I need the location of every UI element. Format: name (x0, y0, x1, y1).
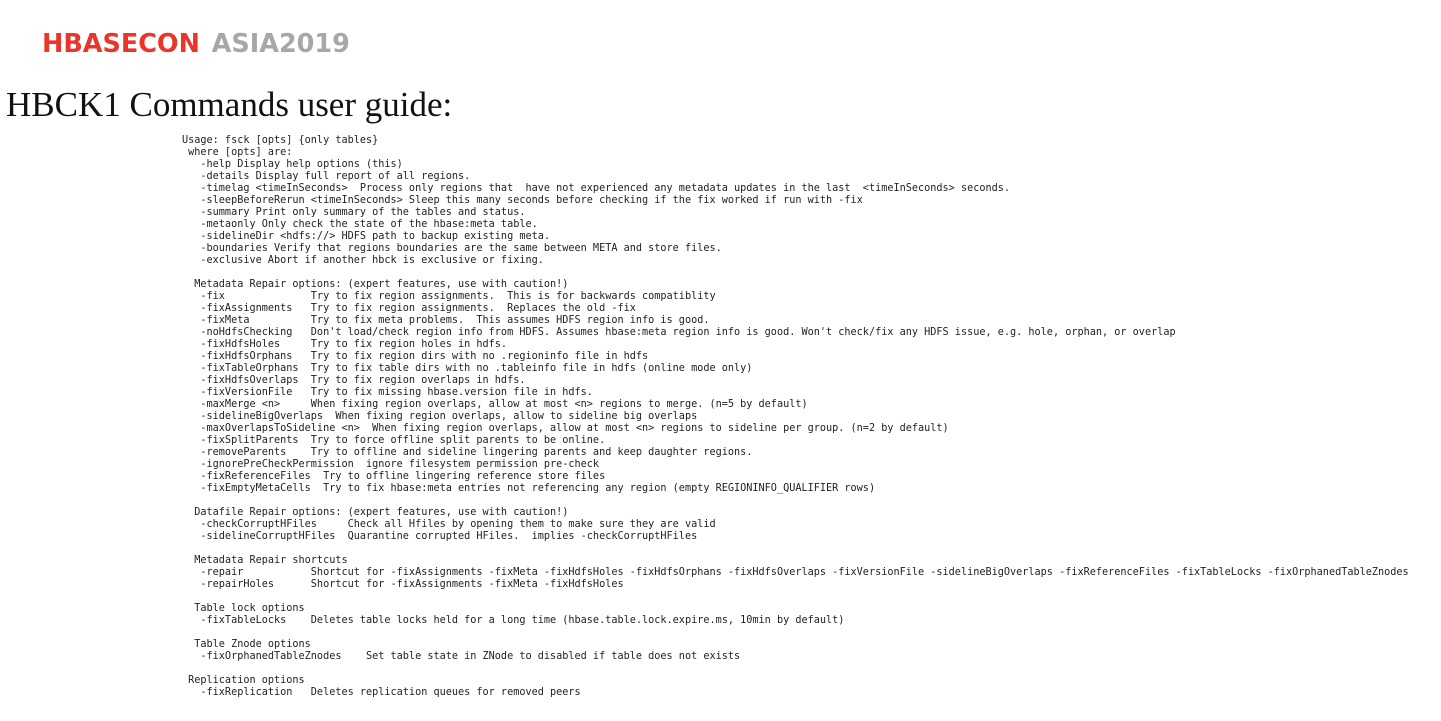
table-lock-line: -fixTableLocks Deletes table locks held for a long time (hbase.table.lock.expire.ms, 10min by default) (182, 615, 845, 626)
usage-line: -details Display full report of all regions. (182, 171, 471, 182)
usage-where: where [opts] are: (182, 147, 293, 158)
usage-line: -timelag <timeInSeconds> Process only regions that have not experienced any metadata updates in the last <timeInSeconds> seconds. (182, 183, 1011, 194)
metadata-repair-line: -noHdfsChecking Don't load/check region info from HDFS. Assumes hbase:meta region info is good. Won't check/fix any HDFS issue, e.g. hole, orphan, or overlap (182, 327, 1176, 338)
metadata-repair-line: -ignorePreCheckPermission ignore filesystem permission pre-check (182, 459, 600, 470)
usage-header: Usage: fsck [opts] {only tables} (182, 135, 379, 146)
metadata-repair-header: Metadata Repair options: (expert features, use with caution!) (182, 279, 569, 290)
table-znode-header: Table Znode options (182, 639, 311, 650)
datafile-repair-header: Datafile Repair options: (expert features, use with caution!) (182, 507, 569, 518)
metadata-repair-line: -fixAssignments Try to fix region assignments. Replaces the old -fix (182, 303, 636, 314)
metadata-shortcuts-line: -repairHoles Shortcut for -fixAssignments -fixMeta -fixHdfsHoles (182, 579, 624, 590)
hbasecon-asia-2019-logo (42, 28, 350, 60)
metadata-repair-line: -fixHdfsHoles Try to fix region holes in hdfs. (182, 339, 508, 350)
table-lock-header: Table lock options (182, 603, 305, 614)
metadata-repair-line: -fix Try to fix region assignments. This is for backwards compatiblity (182, 291, 716, 302)
usage-line: -metaonly Only check the state of the hbase:meta table. (182, 219, 538, 230)
blank-line (182, 627, 1409, 639)
usage-line: -sleepBeforeRerun <timeInSeconds> Sleep this many seconds before checking if the fix worked if run with -fix (182, 195, 863, 206)
metadata-repair-line: -removeParents Try to offline and sideline lingering parents and keep daughter regions. (182, 447, 753, 458)
page-title: HBCK1 Commands user guide: (6, 85, 453, 124)
logo-asia2019-text: ASIA2019 (211, 29, 350, 59)
metadata-repair-line: -fixVersionFile Try to fix missing hbase.version file in hdfs. (182, 387, 593, 398)
table-znode-line: -fixOrphanedTableZnodes Set table state in ZNode to disabled if table does not exists (182, 651, 741, 662)
metadata-repair-line: -fixReferenceFiles Try to offline lingering reference store files (182, 471, 606, 482)
blank-line (182, 267, 1409, 279)
usage-line: -help Display help options (this) (182, 159, 403, 170)
blank-line (182, 543, 1409, 555)
metadata-repair-line: -maxMerge <n> When fixing region overlaps, allow at most <n> regions to merge. (n=5 by default) (182, 399, 808, 410)
usage-line: -exclusive Abort if another hbck is exclusive or fixing. (182, 255, 544, 266)
metadata-repair-line: -fixHdfsOverlaps Try to fix region overlaps in hdfs. (182, 375, 526, 386)
usage-line: -boundaries Verify that regions boundaries are the same between META and store files. (182, 243, 722, 254)
datafile-repair-line: -sidelineCorruptHFiles Quarantine corrupted HFiles. implies -checkCorruptHFiles (182, 531, 698, 542)
metadata-repair-line: -fixMeta Try to fix meta problems. This assumes HDFS region info is good. (182, 315, 710, 326)
metadata-repair-line: -maxOverlapsToSideline <n> When fixing region overlaps, allow at most <n> regions to sideline per group. (n=2 by default) (182, 423, 949, 434)
blank-line (182, 495, 1409, 507)
hbck-usage-output (182, 135, 1409, 699)
blank-line (182, 591, 1409, 603)
usage-line: -sidelineDir <hdfs://> HDFS path to backup existing meta. (182, 231, 551, 242)
blank-line (182, 663, 1409, 675)
metadata-repair-line: -fixTableOrphans Try to fix table dirs with no .tableinfo file in hdfs (online mode only) (182, 363, 753, 374)
replication-line: -fixReplication Deletes replication queues for removed peers (182, 687, 581, 698)
metadata-repair-line: -sidelineBigOverlaps When fixing region overlaps, allow to sideline big overlaps (182, 411, 698, 422)
replication-header: Replication options (182, 675, 305, 686)
logo-hbasecon-text: HBASECON (42, 29, 200, 59)
metadata-repair-line: -fixEmptyMetaCells Try to fix hbase:meta entries not referencing any region (empty REGIONINFO_QUALIFIER rows) (182, 483, 876, 494)
metadata-shortcuts-header: Metadata Repair shortcuts (182, 555, 348, 566)
usage-line: -summary Print only summary of the tables and status. (182, 207, 526, 218)
metadata-repair-line: -fixSplitParents Try to force offline split parents to be online. (182, 435, 606, 446)
metadata-repair-line: -fixHdfsOrphans Try to fix region dirs with no .regioninfo file in hdfs (182, 351, 649, 362)
datafile-repair-line: -checkCorruptHFiles Check all Hfiles by opening them to make sure they are valid (182, 519, 716, 530)
metadata-shortcuts-line: -repair Shortcut for -fixAssignments -fixMeta -fixHdfsHoles -fixHdfsOrphans -fixHdfsOverlaps -fixVersionFile -sidelineBigOverlaps -fixReferenceFiles -fixTableLocks -fixOrphanedTableZnodes (182, 567, 1409, 578)
